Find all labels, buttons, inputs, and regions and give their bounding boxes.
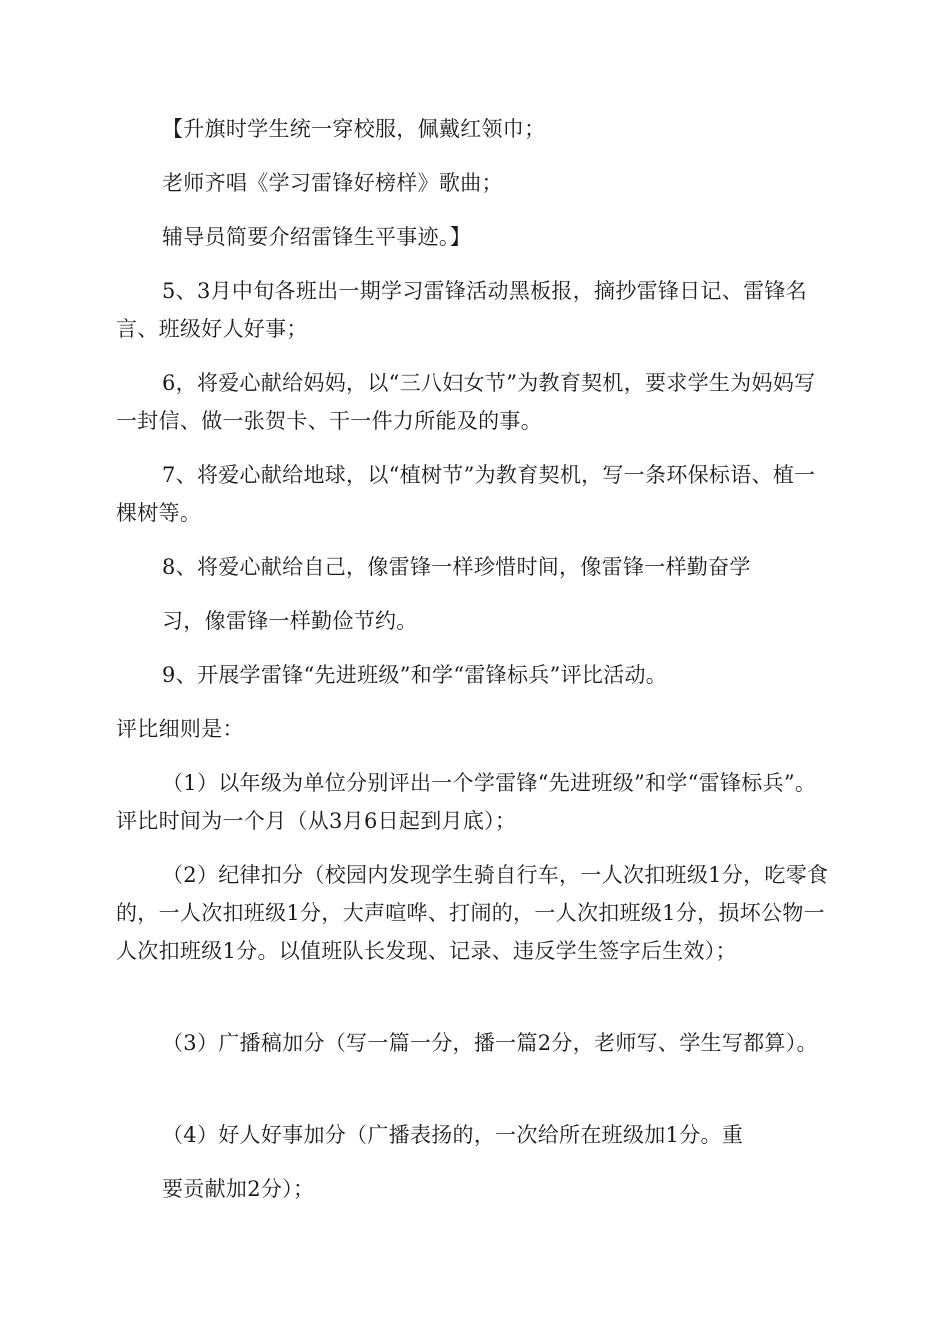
paragraph-item-8-self: 8、将爱心献给自己，像雷锋一样珍惜时间，像雷锋一样勤奋学 — [162, 555, 751, 579]
paragraph-teachers-sing: 老师齐唱《学习雷锋好榜样》歌曲； — [162, 171, 503, 195]
paragraph-rule-4-continued: 要贡献加2分）； — [162, 1177, 315, 1201]
paragraph-flag-ceremony-uniform: 【升旗时学生统一穿校服，佩戴红领巾； — [162, 117, 546, 141]
paragraph-rule-3: （3）广播稿加分（写一篇一分，播一篇2分，老师写、学生写都算）。 — [162, 1031, 818, 1055]
paragraph-item-5-blackboard: 5、3月中旬各班出一期学习雷锋活动黑板报，摘抄雷锋日记、雷锋名言、班级好人好事； — [116, 279, 808, 341]
paragraph-item-7-earth: 7、将爱心献给地球，以“植树节”为教育契机，写一条环保标语、植一棵树等。 — [116, 463, 816, 525]
paragraph-rule-2: （2）纪律扣分（校园内发现学生骑自行车，一人次扣班级1分，吃零食的，一人次扣班级1分，大声喧哗、打闹的，一人次扣班级1分，损坏公物一人次扣班级1分。以值班队长发现、记录、违反学生签字后生效）； — [116, 863, 829, 963]
paragraph-counselor-intro: 辅导员简要介绍雷锋生平事迹。】 — [162, 225, 471, 249]
paragraph-evaluation-rules-heading: 评比细则是： — [116, 717, 244, 741]
paragraph-item-6-mothers: 6，将爱心献给妈妈，以“三八妇女节”为教育契机，要求学生为妈妈写一封信、做一张贺卡、干一件力所能及的事。 — [116, 371, 816, 433]
paragraph-rule-1: （1）以年级为单位分别评出一个学雷锋“先进班级”和学“雷锋标兵”。评比时间为一个月（从3月6日起到月底）； — [116, 771, 817, 833]
paragraph-rule-4: （4）好人好事加分（广播表扬的，一次给所在班级加1分。重 — [162, 1123, 744, 1147]
paragraph-item-9-evaluation: 9、开展学雷锋“先进班级”和学“雷锋标兵”评比活动。 — [162, 663, 668, 687]
paragraph-item-8-continued: 习，像雷锋一样勤俭节约。 — [162, 609, 418, 633]
